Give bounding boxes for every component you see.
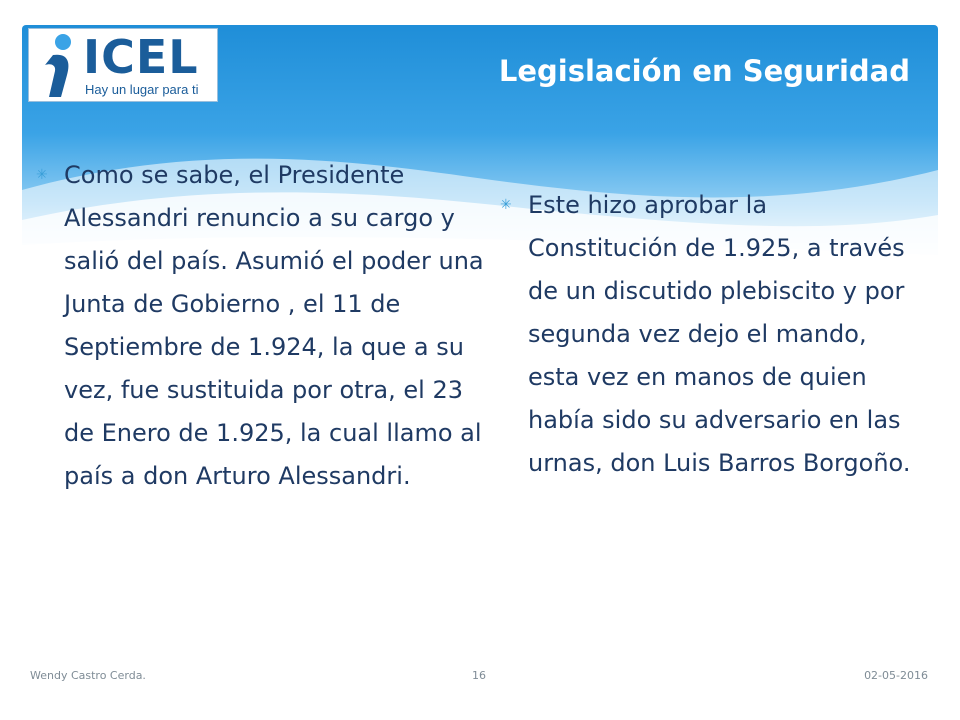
right-bullet-text: Este hizo aprobar la Constitución de 1.925, a través de un discutido plebiscito y por segunda vez dejo el mando, esta vez en manos de quien había sido su adversario en las urnas, don Luis Barros Borgoño. bbox=[528, 191, 911, 477]
bullet-icon: ✳ bbox=[36, 167, 48, 183]
footer-author: Wendy Castro Cerda. bbox=[30, 669, 146, 682]
footer-date: 02-05-2016 bbox=[864, 669, 928, 682]
logo-wordmark: ICEL bbox=[83, 30, 199, 84]
right-bullet-column bbox=[500, 184, 920, 485]
bullet-icon: ✳ bbox=[500, 197, 512, 213]
slide-title: Legislación en Seguridad bbox=[498, 54, 910, 88]
footer-page-number: 16 bbox=[472, 669, 486, 682]
left-bullet-text: Como se sabe, el Presidente Alessandri renuncio a su cargo y salió del país. Asumió el poder una Junta de Gobierno , el 11 de Septiembre de 1.924, la que a su vez, fue sustituida por otra, el 23 de Enero de 1.925, la cual llamo al país a don Arturo Alessandri. bbox=[64, 161, 484, 490]
logo-figure-icon bbox=[33, 31, 81, 99]
icel-logo bbox=[28, 28, 218, 102]
left-bullet-column bbox=[36, 154, 486, 498]
logo-tagline: Hay un lugar para ti bbox=[85, 82, 199, 97]
